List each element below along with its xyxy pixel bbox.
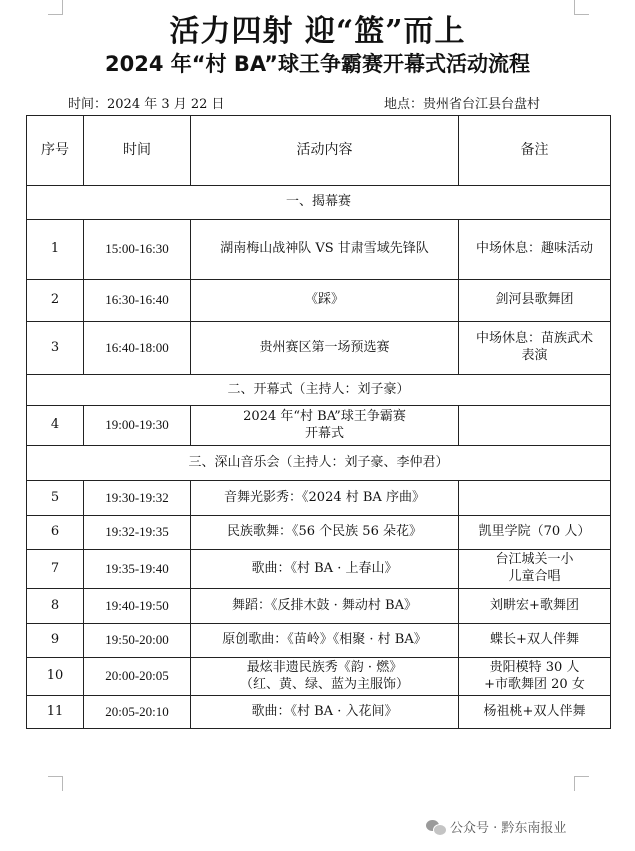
row-content: 2024 年“村 BA”球王争霸赛 xyxy=(243,408,406,424)
row-note: 刘畊宏+歌舞团 xyxy=(490,597,579,613)
section-title: 二、开幕式 xyxy=(227,381,293,397)
event-date: 时间：2024 年 3 月 22 日 xyxy=(68,97,225,112)
row-no: 5 xyxy=(27,481,84,516)
section-title: 一、揭幕赛 xyxy=(285,194,351,210)
header-content: 活动内容 xyxy=(191,116,459,186)
row-no: 8 xyxy=(27,589,84,624)
row-content: 《踩》 xyxy=(304,292,344,308)
table-row xyxy=(27,220,611,280)
table-row xyxy=(27,658,611,696)
row-time: 20:05-20:10 xyxy=(84,696,191,729)
row-time: 19:00-19:30 xyxy=(84,406,191,446)
row-time: 15:00-16:30 xyxy=(84,220,191,280)
row-content: 歌曲：《村 BA · 上春山》 xyxy=(251,560,398,576)
row-time: 19:30-19:32 xyxy=(84,481,191,516)
row-content: 最炫非遗民族秀《韵 · 燃》 xyxy=(246,659,403,675)
crop-mark-bottom-right xyxy=(574,776,589,791)
event-place: 地点：贵州省台江县台盘村 xyxy=(384,97,541,112)
section-row xyxy=(27,186,611,220)
row-note: 中场休息：苗族武术 xyxy=(475,331,593,347)
row-note: 剑河县歌舞团 xyxy=(495,292,574,308)
section-title: 三、深山音乐会 xyxy=(188,454,280,470)
table-row xyxy=(27,696,611,729)
row-content: （红、黄、绿、蓝为主服饰） xyxy=(239,676,409,692)
row-content: 原创歌曲：《苗岭》《相聚 · 村 BA》 xyxy=(222,632,427,648)
row-content: 贵州赛区第一场预选赛 xyxy=(259,339,390,355)
row-content: 开幕式 xyxy=(304,425,344,441)
row-note: 儿童合唱 xyxy=(508,569,561,584)
schedule-table xyxy=(26,115,611,729)
table-row xyxy=(27,280,611,322)
page-title: 活力四射 迎“篮”而上 xyxy=(169,14,466,49)
table-row xyxy=(27,589,611,624)
table-row xyxy=(27,516,611,550)
table-row xyxy=(27,550,611,589)
row-time: 20:00-20:05 xyxy=(84,658,191,696)
row-content: 民族歌舞：《56 个民族 56 朵花》 xyxy=(227,524,422,540)
row-no: 7 xyxy=(27,550,84,589)
header-note: 备注 xyxy=(459,116,611,186)
row-no: 9 xyxy=(27,624,84,658)
row-no: 6 xyxy=(27,516,84,550)
table-row xyxy=(27,624,611,658)
wechat-icon xyxy=(426,819,446,835)
section-row xyxy=(27,375,611,406)
row-time: 19:40-19:50 xyxy=(84,589,191,624)
row-content: 湖南梅山战神队 VS 甘肃雪域先锋队 xyxy=(220,241,429,257)
row-note: +市歌舞团 20 女 xyxy=(484,676,585,692)
crop-mark-bottom-left xyxy=(48,776,63,791)
row-no: 11 xyxy=(27,696,84,729)
row-note: 中场休息：趣味活动 xyxy=(475,241,593,257)
watermark-footer xyxy=(426,817,566,836)
section-host: （主持人：刘子豪、李仲君） xyxy=(279,454,449,470)
row-no: 4 xyxy=(27,406,84,446)
row-note: 杨祖桃+双人伴舞 xyxy=(483,703,586,719)
header-no: 序号 xyxy=(27,116,84,186)
row-time: 19:35-19:40 xyxy=(84,550,191,589)
header-time: 时间 xyxy=(84,116,191,186)
row-no: 2 xyxy=(27,280,84,322)
row-time: 16:40-18:00 xyxy=(84,322,191,375)
table-row xyxy=(27,322,611,375)
section-host: （主持人：刘子豪） xyxy=(292,381,410,397)
table-row xyxy=(27,406,611,446)
row-content: 歌曲：《村 BA · 入花间》 xyxy=(251,703,398,719)
row-time: 19:50-20:00 xyxy=(84,624,191,658)
row-note: 表演 xyxy=(521,348,548,363)
row-content: 舞蹈：《反排木鼓 · 舞动村 BA》 xyxy=(232,597,417,613)
row-note: 台江城关一小 xyxy=(495,552,574,568)
section-row xyxy=(27,446,611,481)
row-note: 贵阳模特 30 人 xyxy=(489,659,580,675)
row-time: 19:32-19:35 xyxy=(84,516,191,550)
page-subtitle: 2024 年“村 BA”球王争霸赛开幕式活动流程 xyxy=(104,52,530,76)
table-header-row xyxy=(27,116,611,186)
row-no: 10 xyxy=(27,658,84,696)
footer-label: 公众号 · 黔东南报业 xyxy=(450,821,567,836)
row-content: 音舞光影秀：《2024 村 BA 序曲》 xyxy=(224,489,425,505)
row-note: 凯里学院（70 人） xyxy=(478,524,591,540)
table-row xyxy=(27,481,611,516)
row-no: 1 xyxy=(27,220,84,280)
row-note: 蝶长+双人伴舞 xyxy=(490,632,579,648)
row-no: 3 xyxy=(27,322,84,375)
row-time: 16:30-16:40 xyxy=(84,280,191,322)
